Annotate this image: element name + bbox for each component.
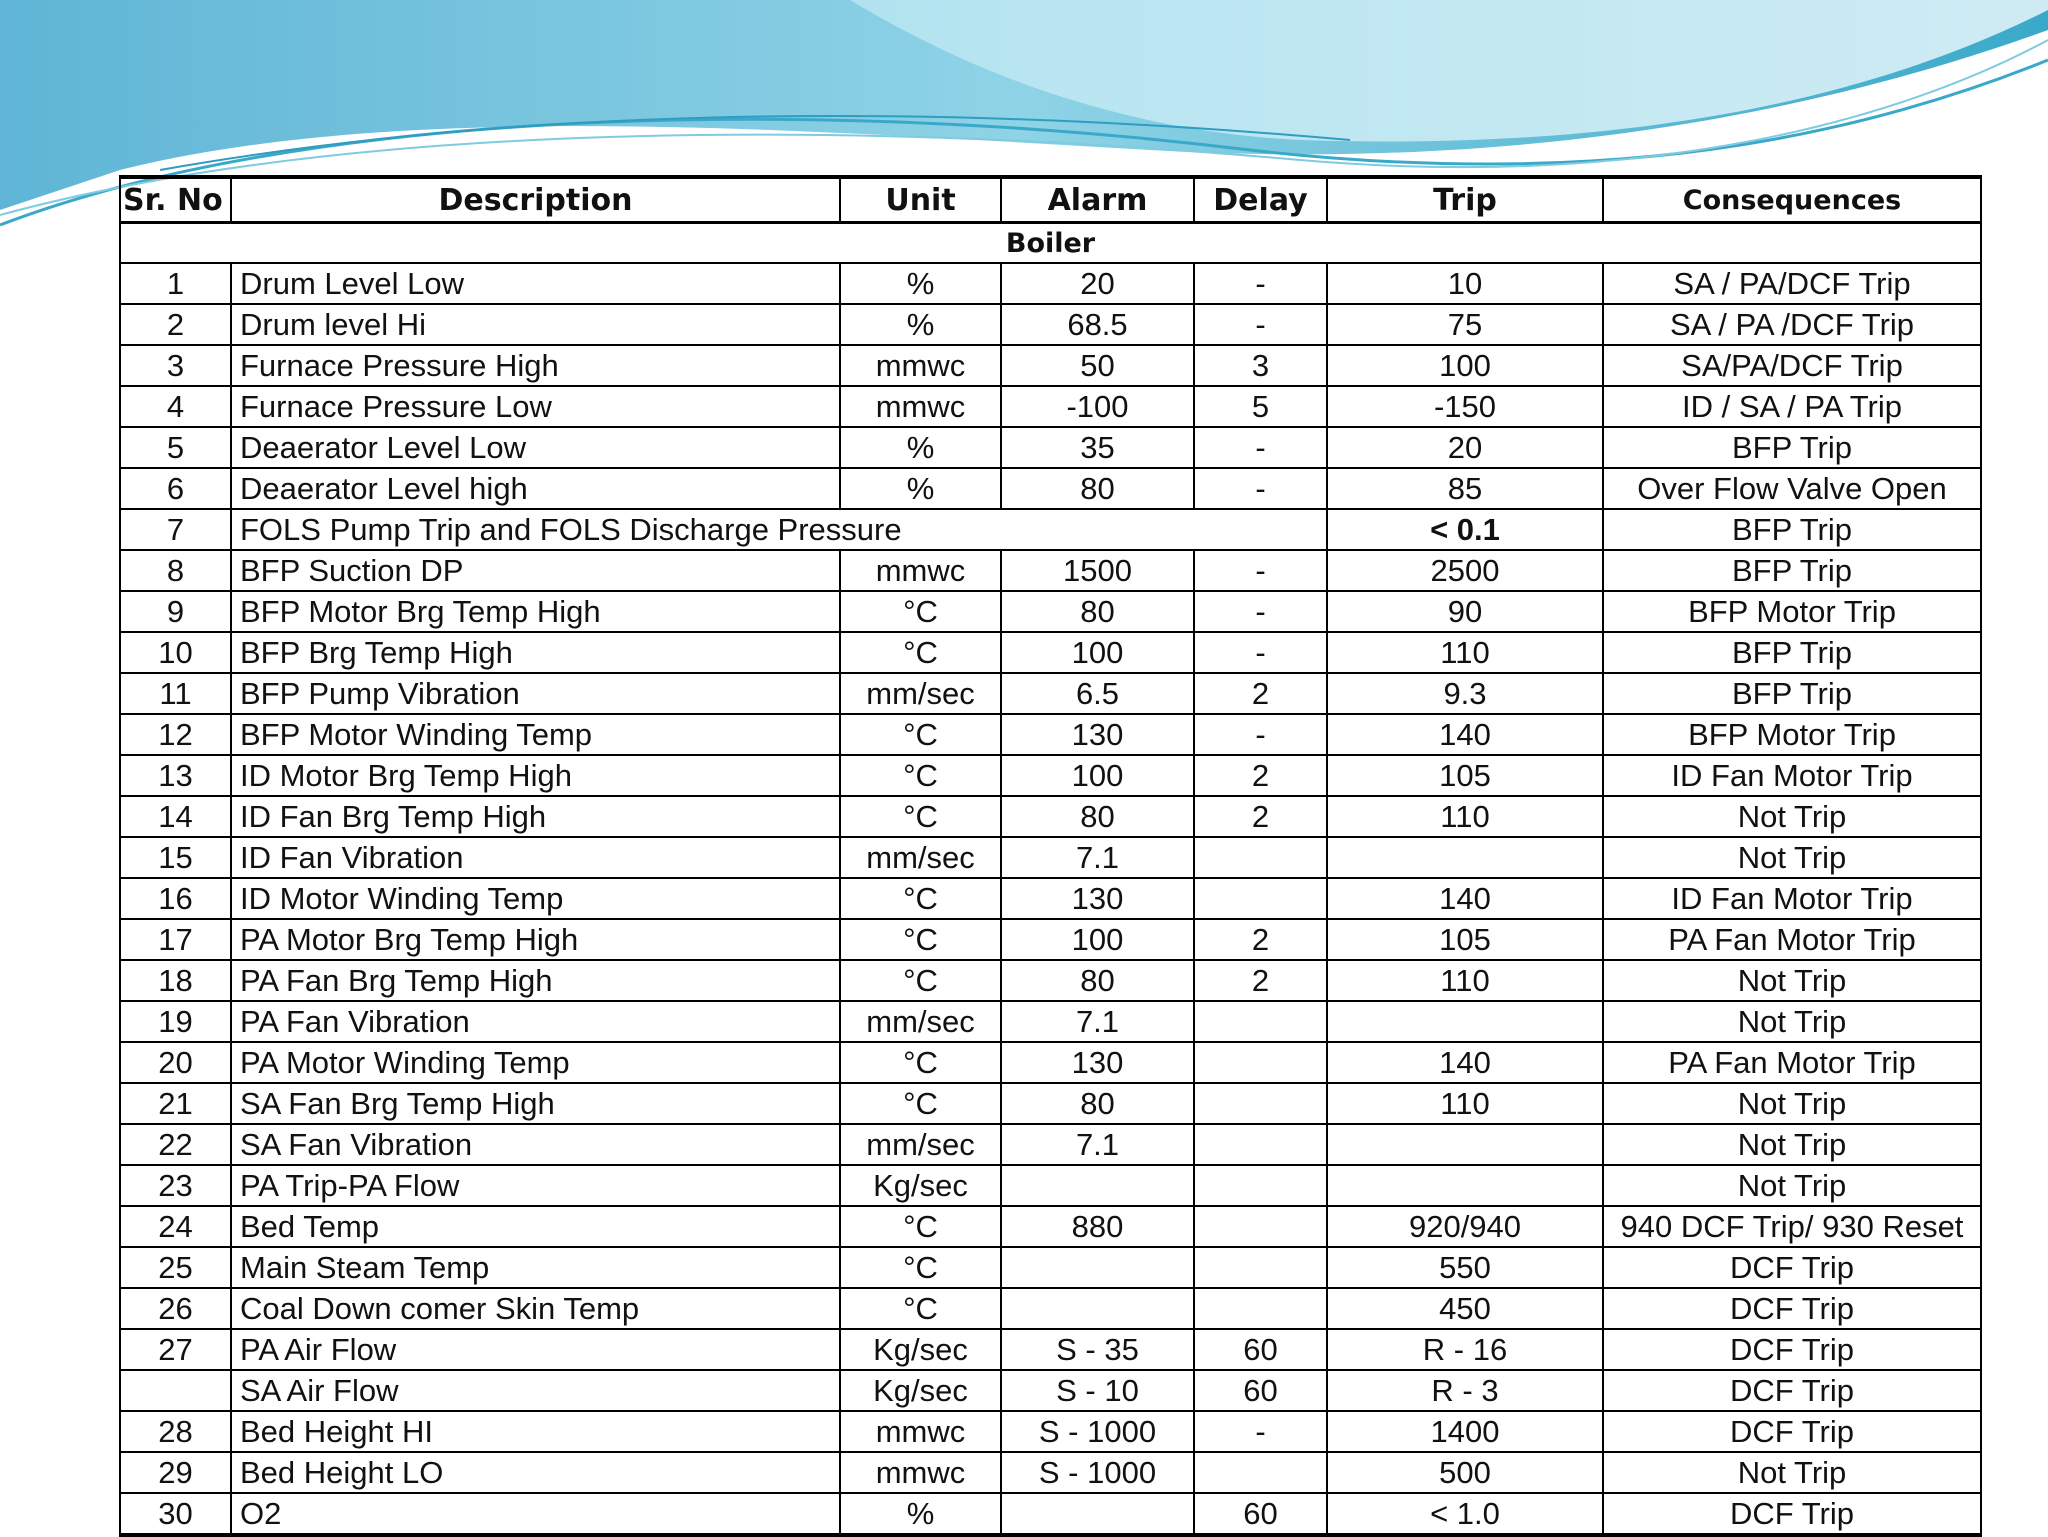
consequences-cell: DCF Trip — [1603, 1247, 1981, 1288]
sr-cell: 23 — [120, 1165, 231, 1206]
delay-cell: 3 — [1194, 345, 1327, 386]
delay-cell: - — [1194, 632, 1327, 673]
trip-cell: 450 — [1327, 1288, 1603, 1329]
unit-cell: mmwc — [840, 345, 1001, 386]
alarm-cell: 7.1 — [1001, 1124, 1194, 1165]
sr-cell: 27 — [120, 1329, 231, 1370]
table-row — [120, 878, 1981, 919]
delay-cell — [1194, 837, 1327, 878]
header-unit: Unit — [840, 177, 1001, 223]
trip-cell — [1327, 837, 1603, 878]
unit-cell: °C — [840, 755, 1001, 796]
unit-cell: Kg/sec — [840, 1370, 1001, 1411]
delay-cell: 2 — [1194, 960, 1327, 1001]
unit-cell: Kg/sec — [840, 1329, 1001, 1370]
unit-cell: mm/sec — [840, 1124, 1001, 1165]
description-cell: Coal Down comer Skin Temp — [231, 1288, 840, 1329]
table-row — [120, 919, 1981, 960]
sr-cell: 4 — [120, 386, 231, 427]
delay-cell: 2 — [1194, 796, 1327, 837]
consequences-cell: BFP Motor Trip — [1603, 591, 1981, 632]
header-delay: Delay — [1194, 177, 1327, 223]
description-cell: ID Motor Brg Temp High — [231, 755, 840, 796]
alarm-cell: 100 — [1001, 632, 1194, 673]
description-cell: PA Trip-PA Flow — [231, 1165, 840, 1206]
delay-cell — [1194, 1124, 1327, 1165]
header-sr-no: Sr. No — [120, 177, 231, 223]
unit-cell: °C — [840, 1083, 1001, 1124]
trip-cell: 110 — [1327, 1083, 1603, 1124]
sr-cell: 15 — [120, 837, 231, 878]
consequences-cell: DCF Trip — [1603, 1493, 1981, 1535]
table-row — [120, 1247, 1981, 1288]
description-cell: Bed Height LO — [231, 1452, 840, 1493]
unit-cell: % — [840, 468, 1001, 509]
description-cell: SA Fan Brg Temp High — [231, 1083, 840, 1124]
description-cell: Deaerator Level Low — [231, 427, 840, 468]
unit-cell: °C — [840, 714, 1001, 755]
table-row — [120, 1124, 1981, 1165]
trip-cell: 90 — [1327, 591, 1603, 632]
consequences-cell: DCF Trip — [1603, 1370, 1981, 1411]
sr-cell: 7 — [120, 509, 231, 550]
delay-cell: - — [1194, 427, 1327, 468]
alarm-cell — [1001, 1247, 1194, 1288]
trip-cell: 920/940 — [1327, 1206, 1603, 1247]
delay-cell: - — [1194, 263, 1327, 304]
trip-cell: 2500 — [1327, 550, 1603, 591]
description-cell: Bed Temp — [231, 1206, 840, 1247]
trip-cell: R - 3 — [1327, 1370, 1603, 1411]
consequences-cell: Not Trip — [1603, 960, 1981, 1001]
consequences-cell: DCF Trip — [1603, 1329, 1981, 1370]
description-cell: FOLS Pump Trip and FOLS Discharge Pressure — [231, 509, 1327, 550]
table-row — [120, 960, 1981, 1001]
alarm-cell: 80 — [1001, 796, 1194, 837]
unit-cell: °C — [840, 1247, 1001, 1288]
consequences-cell: BFP Trip — [1603, 632, 1981, 673]
consequences-cell: SA / PA /DCF Trip — [1603, 304, 1981, 345]
unit-cell: °C — [840, 796, 1001, 837]
table-row — [120, 591, 1981, 632]
description-cell: ID Fan Vibration — [231, 837, 840, 878]
sr-cell: 2 — [120, 304, 231, 345]
unit-cell: mmwc — [840, 550, 1001, 591]
table-row — [120, 796, 1981, 837]
table-row — [120, 837, 1981, 878]
sr-cell: 3 — [120, 345, 231, 386]
table-row — [120, 1329, 1981, 1370]
alarm-cell: 80 — [1001, 1083, 1194, 1124]
sr-cell: 10 — [120, 632, 231, 673]
header-alarm: Alarm — [1001, 177, 1194, 223]
sr-cell: 17 — [120, 919, 231, 960]
delay-cell: 2 — [1194, 673, 1327, 714]
alarm-cell: 80 — [1001, 468, 1194, 509]
alarm-cell: 80 — [1001, 960, 1194, 1001]
boiler-protection-table — [119, 175, 1980, 1537]
delay-cell — [1194, 1001, 1327, 1042]
consequences-cell: Not Trip — [1603, 1124, 1981, 1165]
interlock-table — [119, 175, 1982, 1537]
unit-cell: °C — [840, 1042, 1001, 1083]
consequences-cell: Not Trip — [1603, 1001, 1981, 1042]
unit-cell: °C — [840, 1206, 1001, 1247]
unit-cell: mmwc — [840, 386, 1001, 427]
table-row — [120, 1206, 1981, 1247]
table-row — [120, 1001, 1981, 1042]
section-title: Boiler — [120, 223, 1981, 264]
description-cell: Bed Height HI — [231, 1411, 840, 1452]
consequences-cell: BFP Trip — [1603, 427, 1981, 468]
alarm-cell — [1001, 1493, 1194, 1535]
sr-cell: 25 — [120, 1247, 231, 1288]
table-row — [120, 550, 1981, 591]
table-row — [120, 1370, 1981, 1411]
description-cell: PA Motor Winding Temp — [231, 1042, 840, 1083]
description-cell: BFP Motor Brg Temp High — [231, 591, 840, 632]
table-row — [120, 427, 1981, 468]
trip-cell: 105 — [1327, 755, 1603, 796]
unit-cell: °C — [840, 1288, 1001, 1329]
sr-cell: 8 — [120, 550, 231, 591]
alarm-cell: 50 — [1001, 345, 1194, 386]
trip-cell — [1327, 1165, 1603, 1206]
alarm-cell: S - 35 — [1001, 1329, 1194, 1370]
unit-cell: °C — [840, 919, 1001, 960]
sr-cell: 12 — [120, 714, 231, 755]
delay-cell — [1194, 1042, 1327, 1083]
delay-cell: 2 — [1194, 919, 1327, 960]
alarm-cell: 130 — [1001, 878, 1194, 919]
table-row — [120, 755, 1981, 796]
description-cell: BFP Suction DP — [231, 550, 840, 591]
delay-cell: 60 — [1194, 1329, 1327, 1370]
description-cell: SA Air Flow — [231, 1370, 840, 1411]
sr-cell: 5 — [120, 427, 231, 468]
consequences-cell: BFP Motor Trip — [1603, 714, 1981, 755]
alarm-cell: 130 — [1001, 714, 1194, 755]
trip-cell: < 0.1 — [1327, 509, 1603, 550]
table-row — [120, 1165, 1981, 1206]
alarm-cell: 7.1 — [1001, 1001, 1194, 1042]
unit-cell: % — [840, 1493, 1001, 1535]
trip-cell: 140 — [1327, 714, 1603, 755]
description-cell: Drum level Hi — [231, 304, 840, 345]
consequences-cell: Not Trip — [1603, 1165, 1981, 1206]
delay-cell: 2 — [1194, 755, 1327, 796]
unit-cell: Kg/sec — [840, 1165, 1001, 1206]
trip-cell: 20 — [1327, 427, 1603, 468]
trip-cell: 110 — [1327, 796, 1603, 837]
sr-cell: 6 — [120, 468, 231, 509]
description-cell: PA Fan Vibration — [231, 1001, 840, 1042]
trip-cell: 1400 — [1327, 1411, 1603, 1452]
unit-cell: °C — [840, 632, 1001, 673]
delay-cell — [1194, 1247, 1327, 1288]
consequences-cell: ID Fan Motor Trip — [1603, 878, 1981, 919]
sr-cell: 16 — [120, 878, 231, 919]
table-row — [120, 468, 1981, 509]
trip-cell: 110 — [1327, 960, 1603, 1001]
unit-cell: °C — [840, 878, 1001, 919]
trip-cell: -150 — [1327, 386, 1603, 427]
delay-cell: - — [1194, 304, 1327, 345]
sr-cell: 18 — [120, 960, 231, 1001]
table-row — [120, 509, 1981, 550]
trip-cell: 9.3 — [1327, 673, 1603, 714]
delay-cell: 60 — [1194, 1493, 1327, 1535]
consequences-cell: SA/PA/DCF Trip — [1603, 345, 1981, 386]
description-cell: BFP Pump Vibration — [231, 673, 840, 714]
table-row — [120, 345, 1981, 386]
alarm-cell: S - 10 — [1001, 1370, 1194, 1411]
table-row — [120, 632, 1981, 673]
sr-cell: 22 — [120, 1124, 231, 1165]
delay-cell: - — [1194, 591, 1327, 632]
delay-cell — [1194, 1288, 1327, 1329]
table-row — [120, 1452, 1981, 1493]
table-row — [120, 714, 1981, 755]
table-row — [120, 304, 1981, 345]
consequences-cell: Not Trip — [1603, 796, 1981, 837]
unit-cell: mm/sec — [840, 673, 1001, 714]
header-consequences: Consequences — [1603, 177, 1981, 223]
consequences-cell: Not Trip — [1603, 1452, 1981, 1493]
alarm-cell — [1001, 1165, 1194, 1206]
delay-cell: - — [1194, 1411, 1327, 1452]
unit-cell: mm/sec — [840, 1001, 1001, 1042]
table-header-row — [120, 177, 1981, 223]
description-cell: BFP Motor Winding Temp — [231, 714, 840, 755]
description-cell: Drum Level Low — [231, 263, 840, 304]
alarm-cell: 80 — [1001, 591, 1194, 632]
consequences-cell: DCF Trip — [1603, 1411, 1981, 1452]
consequences-cell: ID / SA / PA Trip — [1603, 386, 1981, 427]
alarm-cell: 100 — [1001, 755, 1194, 796]
sr-cell: 26 — [120, 1288, 231, 1329]
unit-cell: mm/sec — [840, 837, 1001, 878]
unit-cell: mmwc — [840, 1452, 1001, 1493]
unit-cell: mmwc — [840, 1411, 1001, 1452]
trip-cell: 140 — [1327, 878, 1603, 919]
consequences-cell: Not Trip — [1603, 1083, 1981, 1124]
unit-cell: °C — [840, 960, 1001, 1001]
alarm-cell: 100 — [1001, 919, 1194, 960]
sr-cell: 11 — [120, 673, 231, 714]
trip-cell: 75 — [1327, 304, 1603, 345]
description-cell: BFP Brg Temp High — [231, 632, 840, 673]
description-cell: Furnace Pressure High — [231, 345, 840, 386]
alarm-cell: 68.5 — [1001, 304, 1194, 345]
consequences-cell: BFP Trip — [1603, 673, 1981, 714]
delay-cell: - — [1194, 550, 1327, 591]
sr-cell: 13 — [120, 755, 231, 796]
trip-cell — [1327, 1124, 1603, 1165]
alarm-cell: 35 — [1001, 427, 1194, 468]
consequences-cell: Over Flow Valve Open — [1603, 468, 1981, 509]
description-cell: SA Fan Vibration — [231, 1124, 840, 1165]
delay-cell: - — [1194, 714, 1327, 755]
description-cell: PA Air Flow — [231, 1329, 840, 1370]
alarm-cell: 130 — [1001, 1042, 1194, 1083]
table-row — [120, 263, 1981, 304]
alarm-cell: 7.1 — [1001, 837, 1194, 878]
trip-cell: 550 — [1327, 1247, 1603, 1288]
section-row — [120, 223, 1981, 264]
description-cell: Main Steam Temp — [231, 1247, 840, 1288]
trip-cell: 105 — [1327, 919, 1603, 960]
delay-cell: 60 — [1194, 1370, 1327, 1411]
table-row — [120, 1288, 1981, 1329]
table-row — [120, 386, 1981, 427]
consequences-cell: ID Fan Motor Trip — [1603, 755, 1981, 796]
sr-cell — [120, 1370, 231, 1411]
trip-cell: 100 — [1327, 345, 1603, 386]
delay-cell — [1194, 878, 1327, 919]
trip-cell — [1327, 1001, 1603, 1042]
sr-cell: 28 — [120, 1411, 231, 1452]
sr-cell: 20 — [120, 1042, 231, 1083]
delay-cell — [1194, 1206, 1327, 1247]
trip-cell: < 1.0 — [1327, 1493, 1603, 1535]
consequences-cell: BFP Trip — [1603, 509, 1981, 550]
sr-cell: 29 — [120, 1452, 231, 1493]
trip-cell: 85 — [1327, 468, 1603, 509]
header-description: Description — [231, 177, 840, 223]
description-cell: ID Motor Winding Temp — [231, 878, 840, 919]
delay-cell — [1194, 1165, 1327, 1206]
description-cell: Deaerator Level high — [231, 468, 840, 509]
sr-cell: 1 — [120, 263, 231, 304]
description-cell: ID Fan Brg Temp High — [231, 796, 840, 837]
alarm-cell: 880 — [1001, 1206, 1194, 1247]
description-cell: PA Motor Brg Temp High — [231, 919, 840, 960]
consequences-cell: BFP Trip — [1603, 550, 1981, 591]
delay-cell — [1194, 1452, 1327, 1493]
unit-cell: % — [840, 263, 1001, 304]
table-row — [120, 1042, 1981, 1083]
consequences-cell: PA Fan Motor Trip — [1603, 1042, 1981, 1083]
unit-cell: % — [840, 427, 1001, 468]
table-row — [120, 1411, 1981, 1452]
consequences-cell: 940 DCF Trip/ 930 Reset — [1603, 1206, 1981, 1247]
table-row — [120, 673, 1981, 714]
header-trip: Trip — [1327, 177, 1603, 223]
consequences-cell: PA Fan Motor Trip — [1603, 919, 1981, 960]
trip-cell: R - 16 — [1327, 1329, 1603, 1370]
delay-cell — [1194, 1083, 1327, 1124]
alarm-cell: 6.5 — [1001, 673, 1194, 714]
trip-cell: 110 — [1327, 632, 1603, 673]
unit-cell: °C — [840, 591, 1001, 632]
sr-cell: 24 — [120, 1206, 231, 1247]
consequences-cell: DCF Trip — [1603, 1288, 1981, 1329]
sr-cell: 30 — [120, 1493, 231, 1535]
description-cell: O2 — [231, 1493, 840, 1535]
trip-cell: 500 — [1327, 1452, 1603, 1493]
delay-cell: 5 — [1194, 386, 1327, 427]
alarm-cell: 1500 — [1001, 550, 1194, 591]
sr-cell: 19 — [120, 1001, 231, 1042]
consequences-cell: SA / PA/DCF Trip — [1603, 263, 1981, 304]
alarm-cell — [1001, 1288, 1194, 1329]
delay-cell: - — [1194, 468, 1327, 509]
consequences-cell: Not Trip — [1603, 837, 1981, 878]
alarm-cell: -100 — [1001, 386, 1194, 427]
sr-cell: 14 — [120, 796, 231, 837]
sr-cell: 21 — [120, 1083, 231, 1124]
description-cell: Furnace Pressure Low — [231, 386, 840, 427]
trip-cell: 10 — [1327, 263, 1603, 304]
unit-cell: % — [840, 304, 1001, 345]
alarm-cell: 20 — [1001, 263, 1194, 304]
table-row — [120, 1083, 1981, 1124]
description-cell: PA Fan Brg Temp High — [231, 960, 840, 1001]
alarm-cell: S - 1000 — [1001, 1452, 1194, 1493]
trip-cell: 140 — [1327, 1042, 1603, 1083]
table-row — [120, 1493, 1981, 1535]
sr-cell: 9 — [120, 591, 231, 632]
alarm-cell: S - 1000 — [1001, 1411, 1194, 1452]
